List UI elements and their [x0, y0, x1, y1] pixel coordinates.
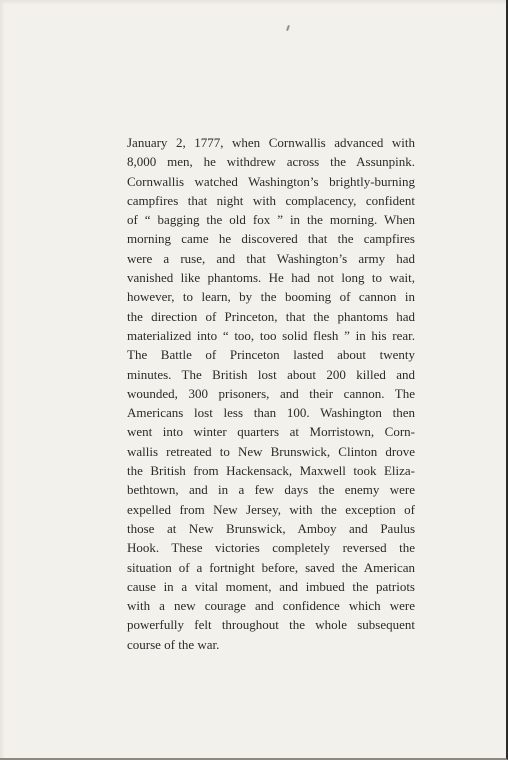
- text-line: wallis retreated to New Brunswick, Clinton drove: [127, 443, 415, 459]
- text-line: January 2, 1777, when Cornwallis advanced with: [127, 135, 415, 150]
- text-line: of “ bagging the old fox ” in the morning. When: [127, 212, 415, 228]
- text-line: went into winter quarters at Morristown, Corn-: [127, 424, 415, 440]
- page-top-edge: [0, 0, 506, 5]
- text-line: 8,000 men, he withdrew across the Assunpink.: [127, 154, 415, 170]
- text-line: however, to learn, by the booming of cannon in: [127, 289, 415, 305]
- text-line: course of the war.: [127, 636, 220, 652]
- text-line: the British from Hackensack, Maxwell took Eliza-: [127, 463, 415, 479]
- text-line: Hook. These victories completely reversed the: [127, 540, 415, 556]
- text-line: situation of a fortnight before, saved the American: [127, 559, 415, 575]
- text-line: with a new courage and confidence which were: [127, 598, 415, 614]
- text-line: wounded, 300 prisoners, and their cannon. The: [127, 385, 415, 401]
- text-line: bethtown, and in a few days the enemy were: [127, 482, 415, 498]
- text-line: vanished like phantoms. He had not long to wait,: [127, 270, 415, 286]
- text-line: powerfully felt throughout the whole subsequent: [127, 617, 415, 633]
- body-paragraph: [127, 133, 415, 654]
- text-line: campfires that night with complacency, confident: [127, 192, 415, 208]
- text-line: cause in a vital moment, and imbued the patriots: [127, 578, 415, 594]
- text-line: morning came he discovered that the campfires: [127, 231, 415, 247]
- text-line: the direction of Princeton, that the phantoms had: [127, 308, 415, 324]
- text-line: The Battle of Princeton lasted about twenty: [127, 347, 415, 363]
- page-speck-mark: [286, 25, 290, 31]
- page-left-edge: [0, 0, 5, 758]
- text-line: Americans lost less than 100. Washington then: [127, 405, 415, 421]
- text-line: minutes. The British lost about 200 killed and: [127, 366, 415, 382]
- text-line: expelled from New Jersey, with the exception of: [127, 501, 415, 517]
- text-line: were a ruse, and that Washington’s army had: [127, 250, 415, 266]
- text-line: Cornwallis watched Washington’s brightly-burning: [127, 173, 415, 189]
- text-line: those at New Brunswick, Amboy and Paulus: [127, 520, 415, 536]
- text-line: materialized into “ too, too solid flesh ” in his rear.: [127, 327, 415, 343]
